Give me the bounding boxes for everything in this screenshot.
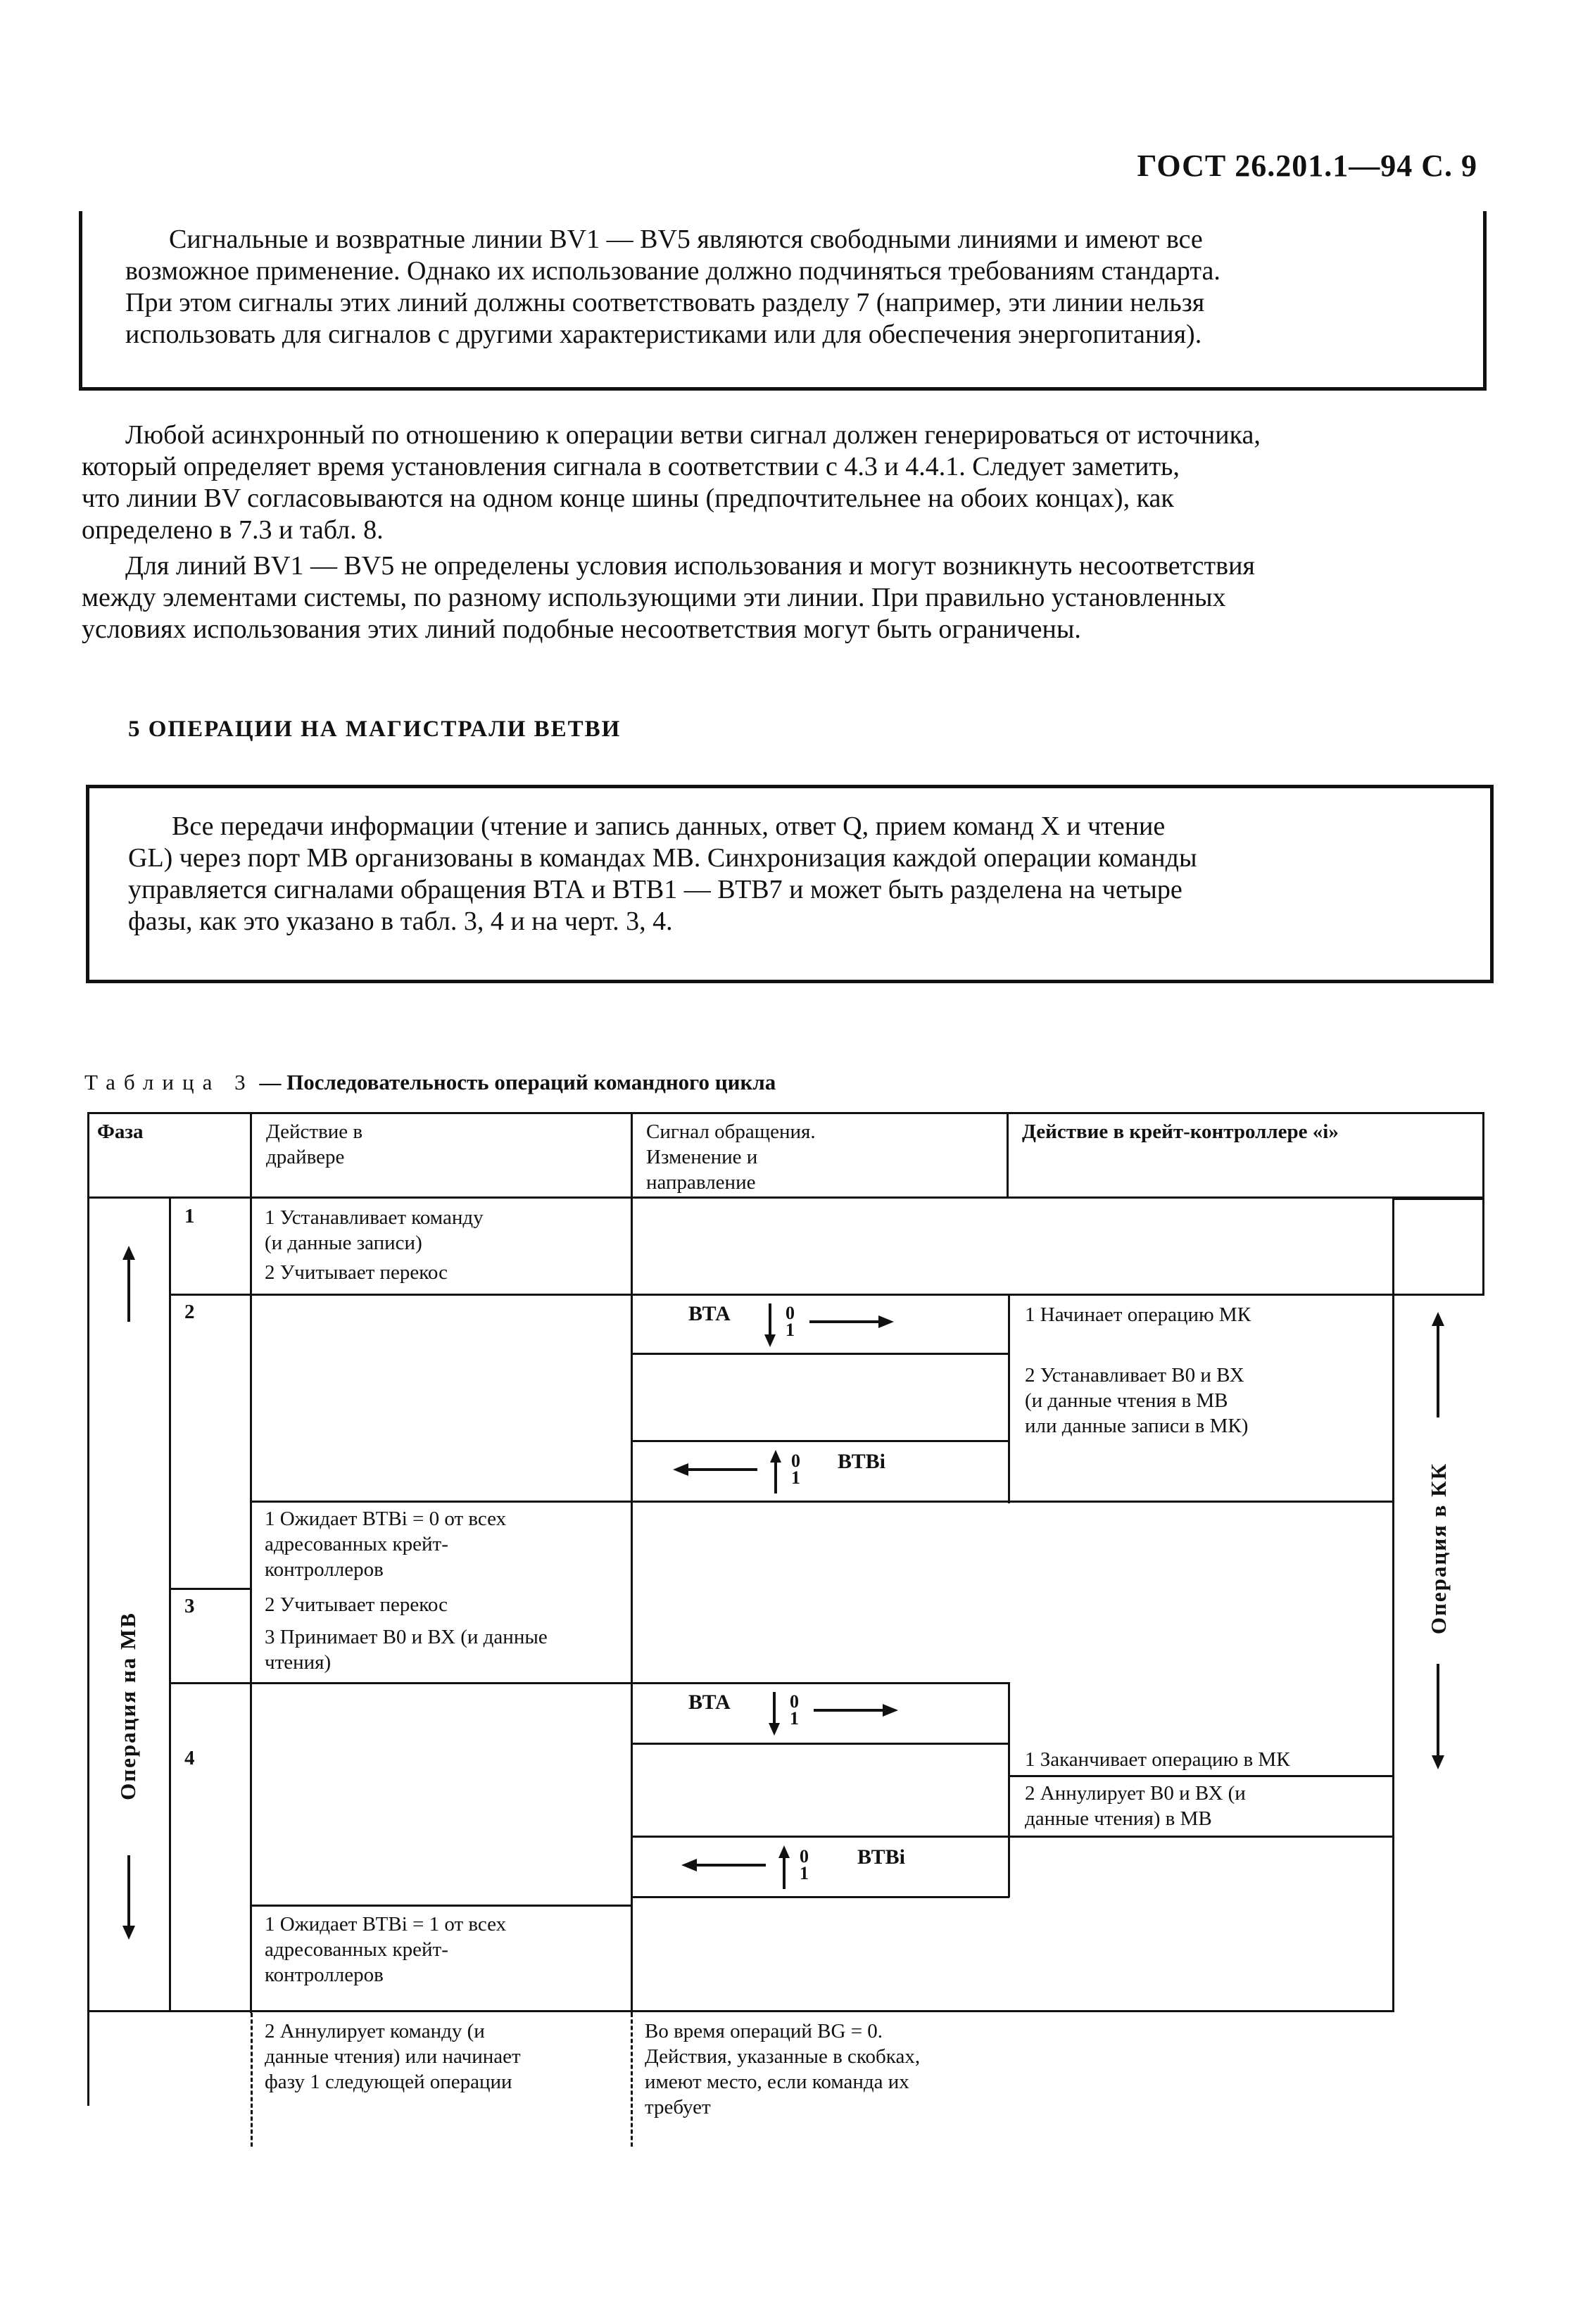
right-top-box xyxy=(1482,1196,1484,1295)
signal-bta-label: ВТА xyxy=(688,1691,731,1714)
table-bottom-line xyxy=(87,2010,1394,2012)
paragraph-2 xyxy=(82,550,1482,645)
phase-number: 2 xyxy=(184,1301,195,1323)
digit-zero: 0 xyxy=(786,1303,795,1323)
phase3-top xyxy=(169,1588,252,1590)
signal-bta-label: ВТА xyxy=(688,1302,731,1325)
driver-phase3 xyxy=(265,1592,548,1675)
sig-bta2-bottom xyxy=(631,1743,1009,1745)
col-controller-left xyxy=(1007,1112,1009,1198)
col-signal-left xyxy=(631,1112,633,2013)
driver-text: данные чтения) или начинает xyxy=(265,2045,521,2068)
driver-text: контроллеров xyxy=(265,1558,384,1581)
table-bottom-left-cap xyxy=(87,2010,172,2012)
up-arrow-icon xyxy=(769,1450,783,1493)
header-signal-line: направление xyxy=(646,1171,756,1194)
dashed-line-left xyxy=(251,2013,253,2147)
dashed-line-right xyxy=(631,2013,633,2147)
table-note xyxy=(645,2019,920,2120)
table-border-right xyxy=(1482,1112,1484,1196)
digit-zero: 0 xyxy=(791,1451,800,1471)
phase-number: 4 xyxy=(184,1747,195,1769)
right-top-line xyxy=(1392,1198,1484,1200)
sig-bta2-top xyxy=(631,1682,1009,1684)
box2-text xyxy=(128,811,1451,937)
digit-one: 1 xyxy=(786,1320,795,1340)
phase1-bottom xyxy=(169,1294,1394,1296)
para1-line: который определяет время установления сигнала в соответствии с 4.3 и 4.4.1. Следует заметить, xyxy=(82,452,1180,481)
table-border-left xyxy=(87,1112,89,2106)
table-title-prefix: Таблица 3 xyxy=(84,1070,254,1094)
header-driver-line: Действие в xyxy=(266,1120,363,1143)
col-phase-num-left xyxy=(169,1198,171,2012)
down-arrow-icon xyxy=(1427,1664,1449,1769)
table-border-top xyxy=(87,1112,1484,1114)
sig-bta1-bottom xyxy=(631,1353,1009,1355)
table-title xyxy=(84,1070,776,1095)
para2-line: условиях использования этих линий подобные несоответствия могут быть ограничены. xyxy=(82,614,1081,644)
controller-text: или данные записи в МК) xyxy=(1025,1415,1249,1437)
para2-line: Для линий BV1 — BV5 не определены условия использования и могут возникнуть несоответствия xyxy=(125,551,1255,581)
driver-phase3-wait xyxy=(265,1506,506,1582)
phase3-bottom xyxy=(169,1682,632,1684)
down-arrow-icon xyxy=(767,1692,781,1736)
digit-one: 1 xyxy=(790,1708,799,1729)
box1-line: возможное применение. Однако их использование должно подчиняться требованиям стандарта. xyxy=(125,256,1221,286)
controller-end: 1 Заканчивает операцию в МК xyxy=(1025,1748,1290,1771)
left-arrow-icon xyxy=(681,1857,766,1874)
controller-text: данные чтения) в МВ xyxy=(1025,1807,1212,1830)
box1-line: При этом сигналы этих линий должны соответствовать разделу 7 (например, эти линии нельзя xyxy=(125,288,1205,317)
signal-btb-label: ВТВi xyxy=(838,1450,885,1473)
box2-line: фазы, как это указано в табл. 3, 4 и на черт. 3, 4. xyxy=(128,907,673,936)
header-driver xyxy=(266,1119,362,1170)
box2-line: управляется сигналами обращения ВТА и ВТВ1 — ВТВ7 и может быть разделена на четыре xyxy=(128,875,1182,904)
sig-btb1-top xyxy=(631,1440,1009,1442)
sig-btb2-bottom xyxy=(631,1896,1009,1898)
driver-text: 1 Устанавливает команду xyxy=(265,1206,484,1229)
table-title-rest: — Последовательность операций командного цикла xyxy=(253,1070,776,1094)
note-text: Действия, указанные в скобках, xyxy=(645,2045,921,2068)
box1-line: использовать для сигналов с другими характеристиками или для обеспечения энергопитания). xyxy=(125,320,1202,349)
box1-line: Сигнальные и возвратные линии BV1 — BV5 являются свободными линиями и имеют все xyxy=(169,225,1203,254)
controller-cancel xyxy=(1025,1781,1246,1831)
driver-text: контроллеров xyxy=(265,1964,384,1986)
col-right-label-left xyxy=(1392,1198,1394,2012)
sig-bta1-right xyxy=(1008,1294,1010,1503)
sig-btb2-top xyxy=(631,1836,1394,1838)
down-arrow-icon xyxy=(763,1303,777,1347)
header-bottom-line xyxy=(87,1196,1484,1199)
header-driver-line: драйвере xyxy=(266,1146,345,1168)
driver-text: адресованных крейт- xyxy=(265,1938,448,1961)
digit-zero: 0 xyxy=(790,1691,799,1712)
header-signal-line: Изменение и xyxy=(646,1146,758,1168)
digit-one: 1 xyxy=(791,1467,800,1488)
digit-one: 1 xyxy=(800,1863,809,1883)
ctrl-c3-bottom xyxy=(1008,1775,1394,1777)
up-arrow-icon xyxy=(118,1246,139,1323)
driver-text: 1 Ожидает ВТВi = 0 от всех xyxy=(265,1508,507,1530)
header-controller: Действие в крейт-контроллере «i» xyxy=(1022,1120,1339,1143)
para1-line: Любой асинхронный по отношению к операции ветви сигнал должен генерироваться от источника, xyxy=(125,420,1261,450)
driver-phase4-wait xyxy=(265,1912,506,1988)
driver-text: 2 Аннулирует команду (и xyxy=(265,2020,485,2042)
signal-btb-label: ВТВi xyxy=(857,1845,905,1869)
phase4-driver-bottom xyxy=(250,1905,633,1907)
controller-set xyxy=(1025,1363,1248,1439)
driver-phase4-cancel xyxy=(265,2019,521,2095)
left-arrow-icon xyxy=(673,1461,757,1478)
header-signal-line: Сигнал обращения. xyxy=(646,1120,816,1143)
driver-text: 2 Учитывает перекос xyxy=(265,1261,448,1284)
note-text: требует xyxy=(645,2096,711,2118)
note-text: Во время операций BG = 0. xyxy=(645,2020,883,2042)
right-vertical-label: Операция в КК xyxy=(1426,1462,1451,1635)
page-header: ГОСТ 26.201.1—94 С. 9 xyxy=(1137,149,1477,183)
note-text: имеют место, если команда их xyxy=(645,2071,909,2093)
right-top-box-bottom xyxy=(1392,1294,1484,1296)
down-arrow-icon xyxy=(118,1855,139,1940)
header-phase: Фаза xyxy=(97,1120,144,1143)
box2-line: GL) через порт МВ организованы в командах МВ. Синхронизация каждой операции команды xyxy=(128,843,1197,873)
up-arrow-icon xyxy=(777,1845,791,1889)
left-vertical-label: Операция на МВ xyxy=(115,1612,140,1800)
signal-transition-digits xyxy=(800,1848,809,1882)
sig-bta2-right xyxy=(1008,1682,1010,1897)
signal-transition-digits xyxy=(790,1693,799,1727)
signal-transition-digits xyxy=(786,1305,795,1339)
driver-text: 3 Принимает В0 и ВХ (и данные xyxy=(265,1626,548,1648)
signal-transition-digits xyxy=(791,1453,800,1486)
para2-line: между элементами системы, по разному использующими эти линии. При правильно установленных xyxy=(82,583,1226,612)
driver-text: 1 Ожидает ВТВi = 1 от всех xyxy=(265,1913,507,1935)
driver-phase1 xyxy=(265,1205,484,1285)
phase2-driver-bottom xyxy=(250,1501,633,1503)
paragraph-1 xyxy=(82,419,1482,546)
controller-text: 2 Устанавливает В0 и ВХ xyxy=(1025,1364,1244,1387)
section-heading: 5 ОПЕРАЦИИ НА МАГИСТРАЛИ ВЕТВИ xyxy=(128,716,622,742)
controller-text: (и данные чтения в МВ xyxy=(1025,1389,1228,1412)
para1-line: что линии BV согласовываются на одном конце шины (предпочтительнее на обоих концах), как xyxy=(82,484,1174,513)
driver-text: фазу 1 следующей операции xyxy=(265,2071,512,2093)
driver-text: адресованных крейт- xyxy=(265,1533,448,1555)
controller-start: 1 Начинает операцию МК xyxy=(1025,1303,1251,1326)
box1-text xyxy=(125,224,1449,351)
driver-text: 2 Учитывает перекос xyxy=(265,1593,448,1616)
controller-text: 2 Аннулирует В0 и ВХ (и xyxy=(1025,1782,1246,1805)
box2-line: Все передачи информации (чтение и запись данных, ответ Q, прием команд X и чтение xyxy=(172,811,1166,841)
digit-zero: 0 xyxy=(800,1846,809,1867)
para1-line: определено в 7.3 и табл. 8. xyxy=(82,515,384,545)
right-arrow-icon xyxy=(814,1702,898,1719)
header-signal xyxy=(646,1119,816,1195)
col-driver-left xyxy=(250,1112,252,2013)
sig-btb1-bottom xyxy=(631,1501,1394,1503)
right-arrow-icon xyxy=(809,1313,894,1330)
driver-text: (и данные записи) xyxy=(265,1232,422,1254)
phase-number: 3 xyxy=(184,1595,195,1617)
up-arrow-icon xyxy=(1427,1312,1449,1417)
phase-number: 1 xyxy=(184,1205,195,1227)
driver-text: чтения) xyxy=(265,1651,332,1674)
